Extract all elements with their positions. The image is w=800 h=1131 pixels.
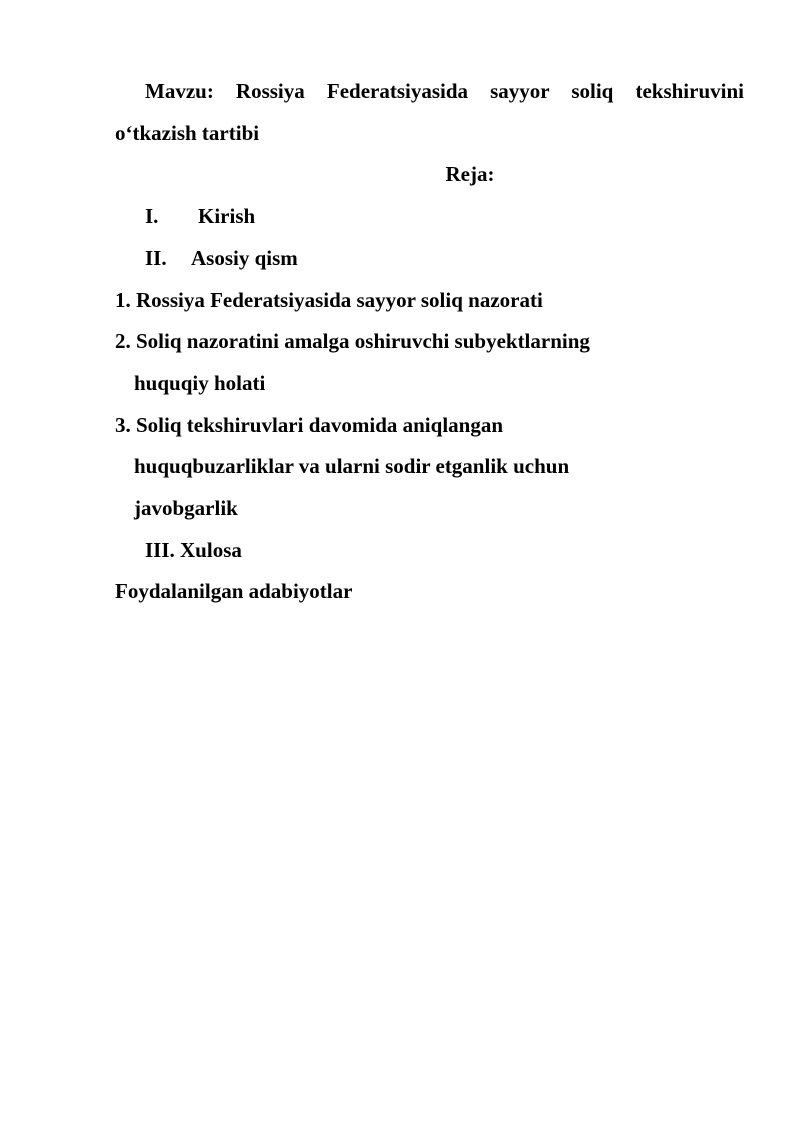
plan-item-3-line-2: huquqbuzarliklar va ularni sodir etganlik uchun: [134, 454, 570, 478]
section-2-number: II.: [145, 246, 167, 270]
topic-title-line-1: Mavzu: Rossiya Federatsiyasida sayyor soliq tekshiruvini: [145, 79, 744, 103]
references-heading: Foydalanilgan adabiyotlar: [115, 579, 353, 603]
section-1-number: I.: [145, 204, 159, 228]
section-2-label: Asosiy qism: [191, 246, 298, 270]
plan-item-1: 1. Rossiya Federatsiyasida sayyor soliq nazorati: [115, 288, 543, 312]
section-conclusion: III. Xulosa: [145, 538, 242, 562]
section-1-label: Kirish: [198, 204, 256, 228]
topic-title-line-2: o‘tkazish tartibi: [115, 121, 260, 145]
plan-item-2-line-2: huquqiy holati: [134, 371, 266, 395]
plan-item-2-line-1: 2. Soliq nazoratini amalga oshiruvchi subyektlarning: [115, 329, 590, 353]
plan-heading: Reja:: [445, 162, 495, 186]
plan-item-3-line-1: 3. Soliq tekshiruvlari davomida aniqlangan: [115, 413, 504, 437]
plan-item-3-line-3: javobgarlik: [134, 496, 238, 520]
